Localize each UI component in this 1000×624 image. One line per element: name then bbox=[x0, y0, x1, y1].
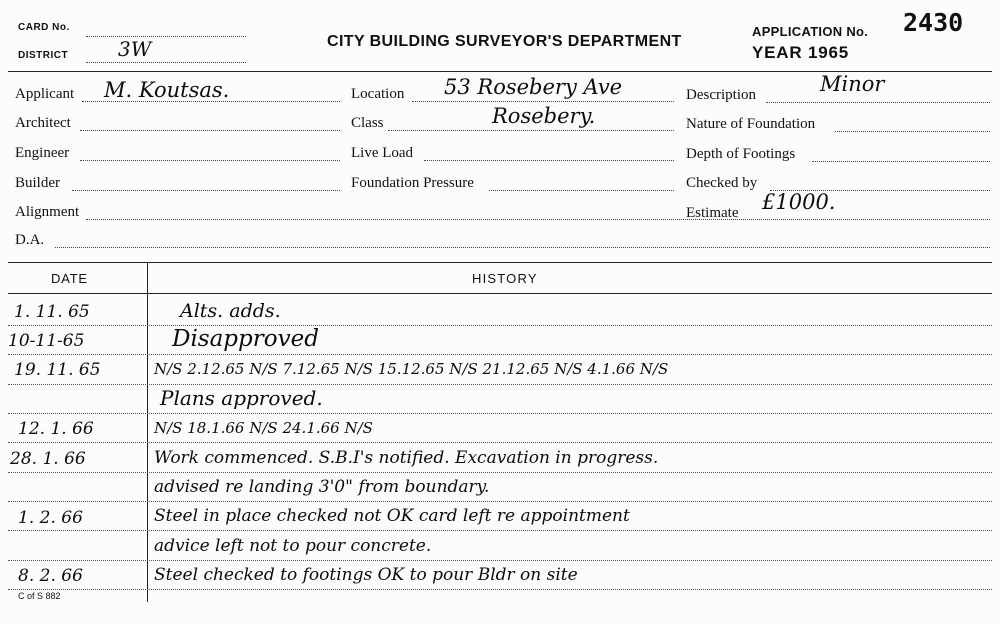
description-value: Minor bbox=[820, 72, 885, 96]
ruled-line bbox=[8, 589, 992, 590]
history-date: 12. 1. 66 bbox=[18, 419, 94, 439]
checked-by-label: Checked by bbox=[686, 175, 758, 191]
class-label: Class bbox=[351, 115, 384, 131]
history-date: 19. 11. 65 bbox=[14, 360, 101, 380]
ruled-line bbox=[8, 530, 992, 531]
history-date: 28. 1. 66 bbox=[10, 449, 86, 469]
ruled-line bbox=[8, 501, 992, 502]
alignment-line bbox=[86, 219, 990, 220]
foundation-pressure-label: Foundation Pressure bbox=[351, 175, 474, 191]
builder-label: Builder bbox=[15, 175, 60, 191]
date-header: DATE bbox=[51, 271, 88, 286]
district-label: DISTRICT bbox=[18, 50, 69, 61]
estimate-label: Estimate bbox=[686, 205, 739, 221]
history-date: 10-11-65 bbox=[8, 331, 85, 351]
history-entry: Disapproved bbox=[172, 326, 319, 352]
da-line bbox=[55, 247, 990, 248]
history-entry: Steel checked to footings OK to pour Bldr on site bbox=[154, 565, 578, 585]
year-label: YEAR 1965 bbox=[752, 43, 849, 62]
application-label: APPLICATION No. bbox=[752, 24, 869, 39]
history-entry: N/S 18.1.66 N/S 24.1.66 N/S bbox=[154, 419, 373, 437]
description-line bbox=[766, 102, 990, 103]
engineer-label: Engineer bbox=[15, 145, 70, 161]
ruled-line bbox=[8, 560, 992, 561]
location-label: Location bbox=[351, 86, 405, 102]
live-load-label: Live Load bbox=[351, 145, 414, 161]
history-entry: Work commenced. S.B.I's notified. Excavation in progress. bbox=[154, 448, 659, 468]
depth-footings-line bbox=[812, 161, 990, 162]
ruled-line bbox=[8, 384, 992, 385]
nature-foundation-line bbox=[835, 131, 990, 132]
da-label: D.A. bbox=[15, 232, 45, 248]
application-number: 2430 bbox=[903, 8, 964, 37]
ruled-line bbox=[8, 325, 992, 326]
applicant-value: M. Koutsas. bbox=[104, 78, 230, 102]
history-date: 1. 2. 66 bbox=[18, 508, 83, 528]
live-load-line bbox=[424, 160, 674, 161]
card-no-line bbox=[86, 36, 246, 37]
district-value: 3W bbox=[118, 37, 152, 61]
history-entry: Plans approved. bbox=[160, 386, 323, 410]
history-entry: Alts. adds. bbox=[180, 300, 281, 322]
builder-line bbox=[72, 190, 340, 191]
history-entry: advised re landing 3'0" from boundary. bbox=[154, 477, 490, 497]
district-line bbox=[86, 62, 246, 63]
class-line bbox=[388, 130, 674, 131]
engineer-line bbox=[80, 160, 340, 161]
date-column-divider bbox=[147, 262, 148, 602]
history-date: 8. 2. 66 bbox=[18, 566, 83, 586]
department-title: CITY BUILDING SURVEYOR'S DEPARTMENT bbox=[327, 33, 682, 50]
ruled-line bbox=[8, 413, 992, 414]
history-entry: Steel in place checked not OK card left re appointment bbox=[154, 506, 630, 526]
form-code: C of S 882 bbox=[18, 591, 61, 601]
location-line bbox=[412, 101, 674, 102]
card-no-label: CARD No. bbox=[18, 22, 70, 33]
estimate-value: £1000. bbox=[762, 190, 836, 214]
location-value: 53 Rosebery Ave bbox=[444, 75, 623, 99]
architect-label: Architect bbox=[15, 115, 71, 131]
ruled-line bbox=[8, 442, 992, 443]
location-value-2: Rosebery. bbox=[492, 104, 596, 128]
nature-foundation-label: Nature of Foundation bbox=[686, 116, 816, 132]
depth-footings-label: Depth of Footings bbox=[686, 146, 796, 162]
applicant-label: Applicant bbox=[15, 86, 75, 102]
history-entry: N/S 2.12.65 N/S 7.12.65 N/S 15.12.65 N/S 21.12.65 N/S 4.1.66 N/S bbox=[154, 360, 669, 378]
foundation-pressure-line bbox=[489, 190, 674, 191]
history-date: 1. 11. 65 bbox=[14, 302, 90, 322]
ruled-line bbox=[8, 472, 992, 473]
history-header-rule bbox=[8, 293, 992, 294]
history-header: HISTORY bbox=[472, 271, 538, 286]
history-entry: advice left not to pour concrete. bbox=[154, 536, 432, 556]
architect-line bbox=[80, 130, 340, 131]
alignment-label: Alignment bbox=[15, 204, 80, 220]
description-label: Description bbox=[686, 87, 756, 103]
history-top-rule bbox=[8, 262, 992, 263]
ruled-line bbox=[8, 354, 992, 355]
